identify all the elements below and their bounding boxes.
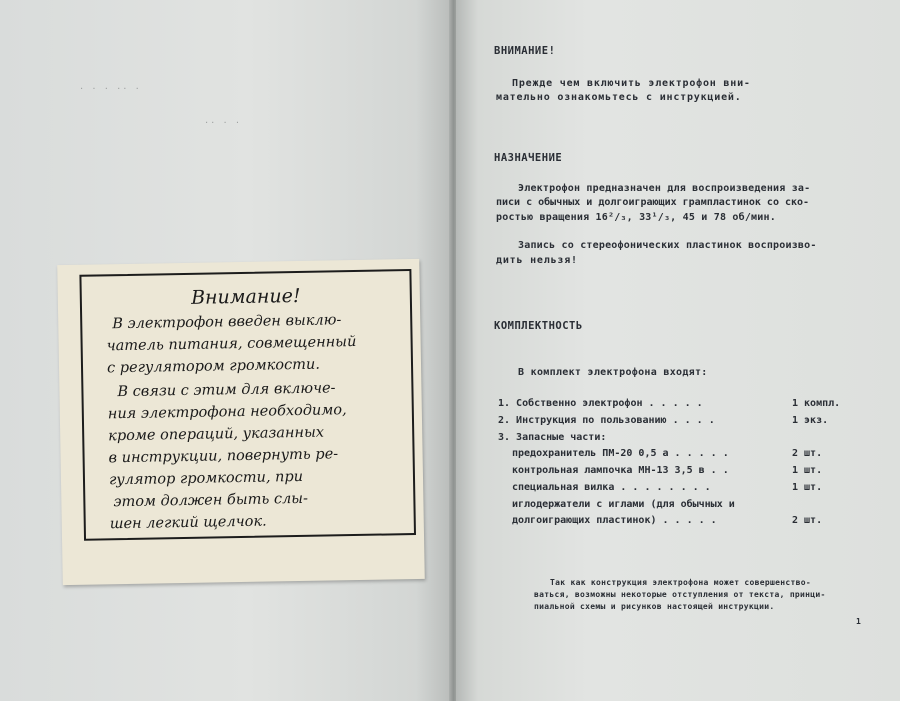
notice-line: гулятор громкости, при [108,468,304,489]
notice-title: Внимание! [190,284,301,309]
notice-line: этом должен быть слы- [113,490,309,511]
attention-heading: ВНИМАНИЕ! [494,45,556,57]
kit-item: специальная вилка . . . . . . . . [512,482,711,493]
kit-item: контрольная лампочка МН-13 3,5 в . . [512,465,729,476]
kit-intro: В комплект электрофона входят: [518,367,708,378]
kit-item: 3. Запасные части: [498,432,607,443]
page-number: 1 [856,617,862,626]
footnote-line: пиальной схемы и рисунков настоящей инструкции. [534,602,775,611]
footnote-line: ваться, возможны некоторые отступления от текста, принци- [534,590,826,599]
purpose-line: Электрофон предназначен для воспроизведения за- [518,183,811,194]
attention-line: мательно ознакомьтесь с инструкцией. [496,92,742,103]
kit-item-qty: 1 шт. [792,482,823,493]
kit-item: предохранитель ПМ-20 0,5 а . . . . . [512,448,729,459]
kit-item-qty: 2 шт. [792,515,823,526]
notice-line: ния электрофона необходимо, [107,402,347,423]
notice-line: с регулятором громкости. [106,356,321,377]
notice-line: кроме операций, указанных [108,424,325,445]
kit-heading: КОМПЛЕКТНОСТЬ [494,320,583,332]
attention-line: Прежде чем включить электрофон вни- [512,78,751,89]
stereo-line: дить нельзя! [496,255,578,266]
kit-item: 1. Собственно электрофон . . . . . [498,398,703,409]
purpose-line: писи с обычных и долгоиграющих грампластинок со ско- [496,197,810,208]
stereo-line: Запись со стереофонических пластинок воспроизво- [518,240,817,251]
notice-line: шен легкий щелчок. [109,513,267,533]
notice-line: В электрофон введен выклю- [112,312,342,333]
ink-smudge: ·· · · [205,118,243,129]
kit-item-qty: 1 шт. [792,465,823,476]
footnote-line: Так как конструкция электрофона может совершенство- [550,578,811,587]
kit-item: 2. Инструкция по пользованию . . . . [498,415,715,426]
right-page [456,0,900,701]
kit-item: иглодержатели с иглами (для обычных и [512,499,735,510]
kit-item-qty: 1 компл. [792,398,841,409]
kit-item-qty: 2 шт. [792,448,823,459]
kit-item-qty: 1 экз. [792,415,829,426]
notice-line: В связи с этим для включе- [117,380,336,401]
notice-frame [79,269,416,541]
ink-smudge: · · · ·· · [80,84,142,95]
purpose-heading: НАЗНАЧЕНИЕ [494,152,563,164]
kit-item: долгоиграющих пластинок) . . . . . [512,515,717,526]
notice-line: в инструкции, повернуть ре- [108,446,339,467]
purpose-line: ростью вращения 16²/₃, 33¹/₃, 45 и 78 об/мин. [496,212,776,223]
notice-line: чатель питания, совмещенный [106,333,357,355]
pasted-notice-slip [57,259,425,585]
